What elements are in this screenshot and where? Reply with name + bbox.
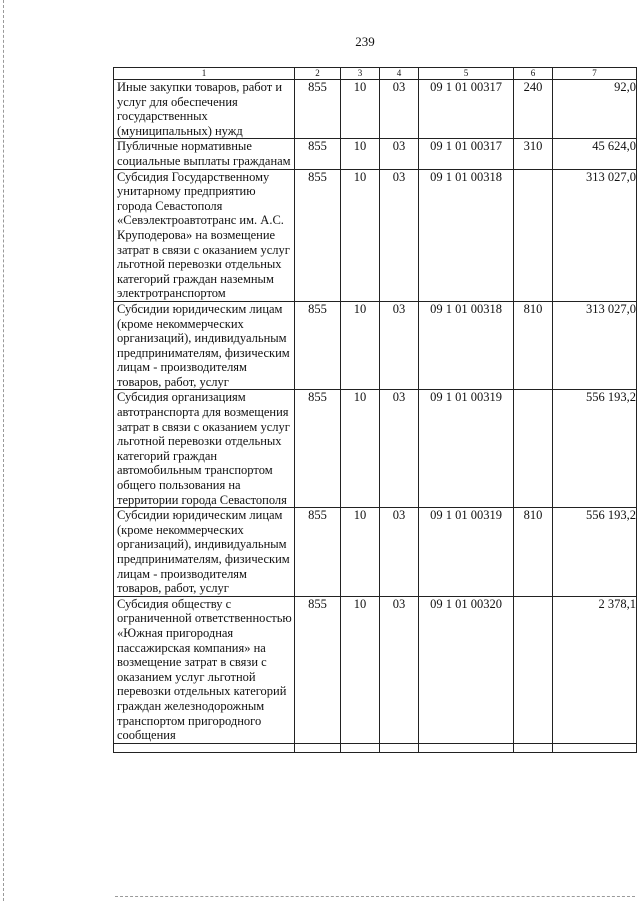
column-header: 4 <box>380 68 419 80</box>
section-code-cell: 10 <box>341 139 380 169</box>
target-code-cell: 09 1 01 00318 <box>419 301 514 390</box>
amount-cell: 556 193,2 <box>553 508 637 597</box>
ministry-code-cell: 855 <box>295 80 341 139</box>
expense-type-cell: 310 <box>514 139 553 169</box>
section-code-cell: 10 <box>341 80 380 139</box>
amount-cell: 2 378,1 <box>553 596 637 743</box>
column-header: 6 <box>514 68 553 80</box>
subsection-code-cell: 03 <box>380 390 419 508</box>
row-name-cell: Иные закупки товаров, работ и услуг для обеспечения государственных (муниципальных) нужд <box>114 80 295 139</box>
target-code-cell: 09 1 01 00317 <box>419 139 514 169</box>
ministry-code-cell: 855 <box>295 596 341 743</box>
subsection-code-cell: 03 <box>380 301 419 390</box>
column-header: 2 <box>295 68 341 80</box>
subsection-code-cell: 03 <box>380 80 419 139</box>
expense-type-cell: 240 <box>514 80 553 139</box>
expense-type-cell: 810 <box>514 301 553 390</box>
table-row <box>114 508 637 597</box>
row-name-cell: Субсидии юридическим лицам (кроме некоммерческих организаций), индивидуальным предпринимателям, физическим лицам - производителям товаров, работ, услуг <box>114 508 295 597</box>
section-code-cell: 10 <box>341 508 380 597</box>
ministry-code-cell: 855 <box>295 139 341 169</box>
column-header: 7 <box>553 68 637 80</box>
ministry-code-cell: 855 <box>295 508 341 597</box>
empty-cell <box>341 743 380 752</box>
amount-cell: 313 027,0 <box>553 169 637 301</box>
expense-type-cell <box>514 169 553 301</box>
section-code-cell: 10 <box>341 390 380 508</box>
target-code-cell: 09 1 01 00319 <box>419 390 514 508</box>
page-number: 239 <box>355 34 375 49</box>
table-row <box>114 80 637 139</box>
amount-cell: 92,0 <box>553 80 637 139</box>
column-header: 3 <box>341 68 380 80</box>
expense-type-cell <box>514 390 553 508</box>
section-code-cell: 10 <box>341 596 380 743</box>
table-row <box>114 169 637 301</box>
empty-cell <box>514 743 553 752</box>
empty-cell <box>114 743 295 752</box>
table-row <box>114 390 637 508</box>
row-name-cell: Публичные нормативные социальные выплаты гражданам <box>114 139 295 169</box>
empty-cell <box>419 743 514 752</box>
column-header: 5 <box>419 68 514 80</box>
table-row <box>114 139 637 169</box>
subsection-code-cell: 03 <box>380 508 419 597</box>
scan-edge-left <box>3 0 4 901</box>
amount-cell: 556 193,2 <box>553 390 637 508</box>
budget-table <box>113 67 637 753</box>
column-header: 1 <box>114 68 295 80</box>
scan-edge-bottom <box>115 896 635 897</box>
row-name-cell: Субсидия обществу с ограниченной ответственностью «Южная пригородная пассажирская компания» на возмещение затрат в связи с оказанием услуг льготной перевозки отдельных категорий граждан железнодорожным транспортом пригородного сообщения <box>114 596 295 743</box>
section-code-cell: 10 <box>341 301 380 390</box>
empty-cell <box>553 743 637 752</box>
empty-cell <box>295 743 341 752</box>
ministry-code-cell: 855 <box>295 390 341 508</box>
subsection-code-cell: 03 <box>380 169 419 301</box>
table-header-row <box>114 68 637 80</box>
expense-type-cell <box>514 596 553 743</box>
subsection-code-cell: 03 <box>380 139 419 169</box>
target-code-cell: 09 1 01 00318 <box>419 169 514 301</box>
section-code-cell: 10 <box>341 169 380 301</box>
amount-cell: 45 624,0 <box>553 139 637 169</box>
table-row <box>114 301 637 390</box>
target-code-cell: 09 1 01 00320 <box>419 596 514 743</box>
amount-cell: 313 027,0 <box>553 301 637 390</box>
ministry-code-cell: 855 <box>295 169 341 301</box>
row-name-cell: Субсидия организациям автотранспорта для возмещения затрат в связи с оказанием услуг льготной перевозки отдельных категорий граждан автомобильным транспортом общего пользования на территории города Севастополя <box>114 390 295 508</box>
subsection-code-cell: 03 <box>380 596 419 743</box>
target-code-cell: 09 1 01 00317 <box>419 80 514 139</box>
target-code-cell: 09 1 01 00319 <box>419 508 514 597</box>
row-name-cell: Субсидии юридическим лицам (кроме некоммерческих организаций), индивидуальным предпринимателям, физическим лицам - производителям товаров, работ, услуг <box>114 301 295 390</box>
ministry-code-cell: 855 <box>295 301 341 390</box>
table-continuation-row <box>114 743 637 752</box>
expense-type-cell: 810 <box>514 508 553 597</box>
table-row <box>114 596 637 743</box>
row-name-cell: Субсидия Государственному унитарному предприятию города Севастополя «Севэлектроавтотранс им. А.С. Круподерова» на возмещение затрат в связи с оказанием услуг льготной перевозки отдельных категорий граждан наземным электротранспортом <box>114 169 295 301</box>
empty-cell <box>380 743 419 752</box>
